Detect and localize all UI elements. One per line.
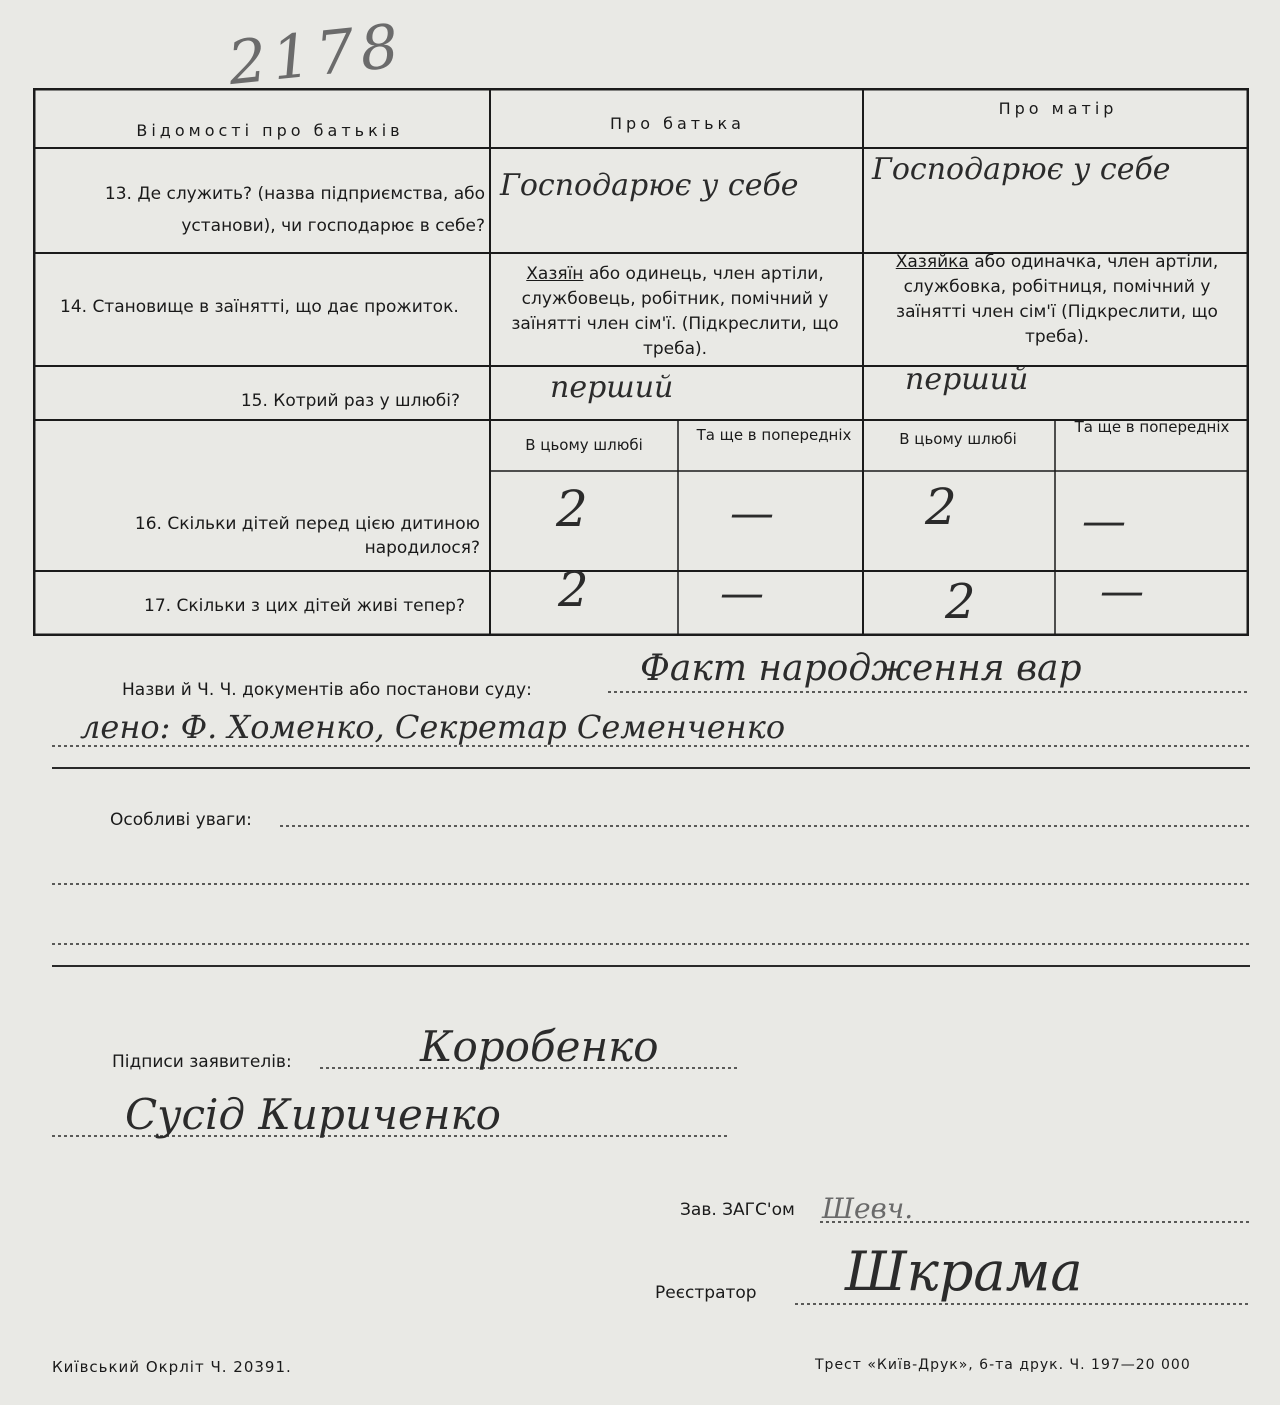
answer-15-mother: перший — [905, 362, 1029, 397]
answer-13-mother: Господарює у себе — [872, 152, 1171, 187]
zags-head-signature: Шевч. — [822, 1192, 914, 1225]
question-15: 15. Котрий раз у шлюбі? — [240, 391, 460, 411]
answer-15-father: перший — [550, 370, 674, 405]
subheader-mother-this-marriage: В цьому шлюбі — [899, 430, 1017, 448]
answer-16-father-this: 2 — [556, 480, 588, 538]
applicant-signature-1: Коробенко — [420, 1022, 659, 1071]
remarks-label: Особливі уваги: — [110, 810, 252, 830]
question-16: 16. Скільки дітей перед цією дитиною народилося? — [134, 514, 480, 558]
zags-head-label: Зав. ЗАГС'ом — [680, 1200, 795, 1220]
question-13: 13. Де служить? (назва підприємства, або установи), чи господарює в себе? — [104, 184, 485, 236]
registrar-signature: Шкрама — [845, 1240, 1083, 1303]
footer-right-imprint: Трест «Київ-Друк», 6-та друк. Ч. 197—20 000 — [815, 1357, 1191, 1373]
applicant-signature-2: Сусід Кириченко — [125, 1090, 501, 1139]
header-parents-info: Відомості про батьків — [136, 121, 404, 140]
answer-17-father-prev: — — [720, 568, 764, 619]
answer-13-father: Господарює у себе — [500, 168, 799, 203]
mother-option-selected: Хазяйка — [895, 252, 969, 272]
subheader-mother-previous: Та ще в попередніх — [1074, 418, 1230, 436]
answer-16-mother-this: 2 — [925, 478, 957, 536]
answer-17-mother-prev: — — [1100, 566, 1144, 617]
documents-label: Назви й Ч. Ч. документів або постанови суду: — [122, 680, 532, 700]
father-option-selected: Хазяїн — [526, 264, 584, 284]
header-about-father: Про батька — [610, 114, 745, 133]
documents-handwritten-line2: лено: Ф. Хоменко, Секретар Семенченко — [80, 708, 786, 746]
signatures-label: Підписи заявителів: — [112, 1052, 292, 1072]
father-options-rest: або одинець, член артіли, службовець, робітник, помічний у заїнятті член сім'ї. — [511, 264, 829, 334]
subheader-father-previous: Та ще в попередніх — [696, 426, 852, 444]
documents-handwritten-line1: Факт народження вар — [640, 648, 1082, 689]
footer-left-imprint: Київський Окрліт Ч. 20391. — [52, 1358, 292, 1376]
registrar-label: Реєстратор — [655, 1283, 757, 1303]
subheader-father-this-marriage: В цьому шлюбі — [525, 436, 643, 454]
mother-options-rest: або одиначка, член артіли, службовка, робітниця, помічний у заїнятті член сім'ї — [896, 252, 1219, 322]
answer-17-father-this: 2 — [558, 562, 589, 618]
archive-number: 2178 — [224, 10, 408, 100]
question-17: 17. Скільки з цих дітей живі тепер? — [144, 596, 465, 616]
answer-16-mother-prev: — — [1082, 496, 1126, 547]
question-14: 14. Становище в заїнятті, що дає прожиток. — [60, 297, 459, 317]
father-note: (Підкреслити, що треба). — [642, 314, 839, 359]
answer-17-mother-this: 2 — [945, 574, 976, 630]
header-about-mother: Про матір — [998, 99, 1118, 118]
answer-16-father-prev: — — [730, 488, 774, 539]
mother-note: (Підкреслити, що треба). — [1024, 302, 1218, 347]
